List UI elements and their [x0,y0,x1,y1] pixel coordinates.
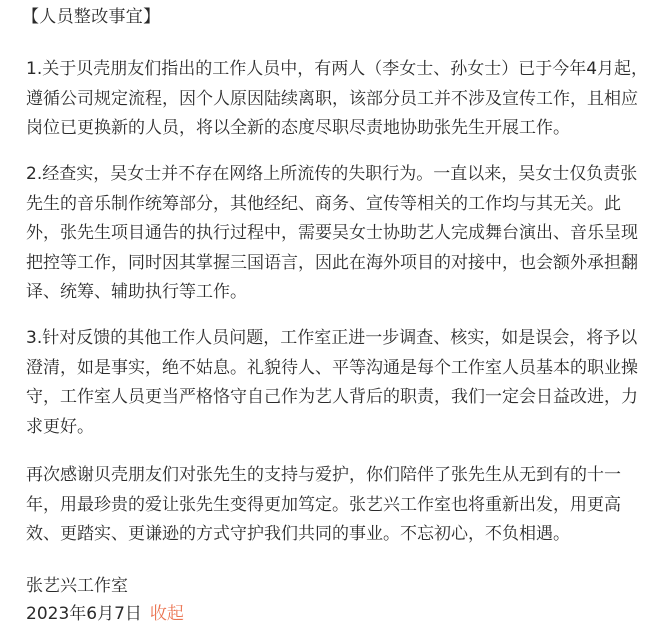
paragraph-line: 再次感谢贝壳朋友们对张先生的支持与爱护，你们陪伴了张先生从无到有的十一 [26,465,621,485]
watermark-overlay [518,604,646,630]
paragraph-line: 岗位已更换新的人员，将以全新的态度尽职尽责地协助张先生开展工作。 [26,118,570,138]
paragraph-1 [26,55,649,144]
paragraph-line: 年，用最珍贵的爱让张先生变得更加笃定。张艺兴工作室也将重新出发，用更高 [26,494,621,515]
paragraph-2 [26,160,638,308]
collapse-link[interactable]: 收起 [149,604,184,624]
paragraph-line: 译、统筹、辅助执行等工作。 [26,282,247,302]
paragraph-line: 效、更踏实、更谦逊的方式守护我们共同的事业。不忘初心，不负相遇。 [26,524,570,544]
paragraph-line: 3.针对反馈的其他工作人员问题，工作室正进一步调查、核实，如是误会，将予以 [26,328,638,348]
paragraph-3 [26,324,638,442]
signature: 张艺兴工作室 [26,576,128,596]
paragraph-line: 先生的音乐制作统筹部分，其他经纪、商务、宣传等相关的工作均与其无关。此 [26,193,621,214]
paragraph-line: 澄清，如是事实，绝不姑息。礼貌待人、平等沟通是每个工作室人员基本的职业操 [26,357,638,378]
paragraph-line: 守，工作室人员更当严格恪守自己作为艺人背后的职责，我们一定会日益改进，力 [26,387,638,407]
paragraph-line: 把控等工作，同时因其掌握三国语言，因此在海外项目的对接中，也会额外承担翻 [26,252,638,273]
paragraph-line: 遵循公司规定流程，因个人原因陆续离职，该部分员工并不涉及宣传工作，且相应 [26,88,638,109]
paragraph-line: 2.经查实，吴女士并不存在网络上所流传的失职行为。一直以来，吴女士仅负责张 [26,164,638,184]
post-date: 2023年6月7日 [26,604,142,624]
paragraph-line: 求更好。 [26,416,94,437]
date-row [26,603,184,625]
paragraph-line: 1.关于贝壳朋友们指出的工作人员中，有两人（李女士、孙女士）已于今年4月起， [26,59,649,79]
paragraph-4 [26,461,632,550]
section-heading: 【人员整改事宜】 [22,7,161,27]
paragraph-line: 外，张先生项目通告的执行过程中，需要吴女士协助艺人完成舞台演出、音乐呈现 [26,223,638,243]
